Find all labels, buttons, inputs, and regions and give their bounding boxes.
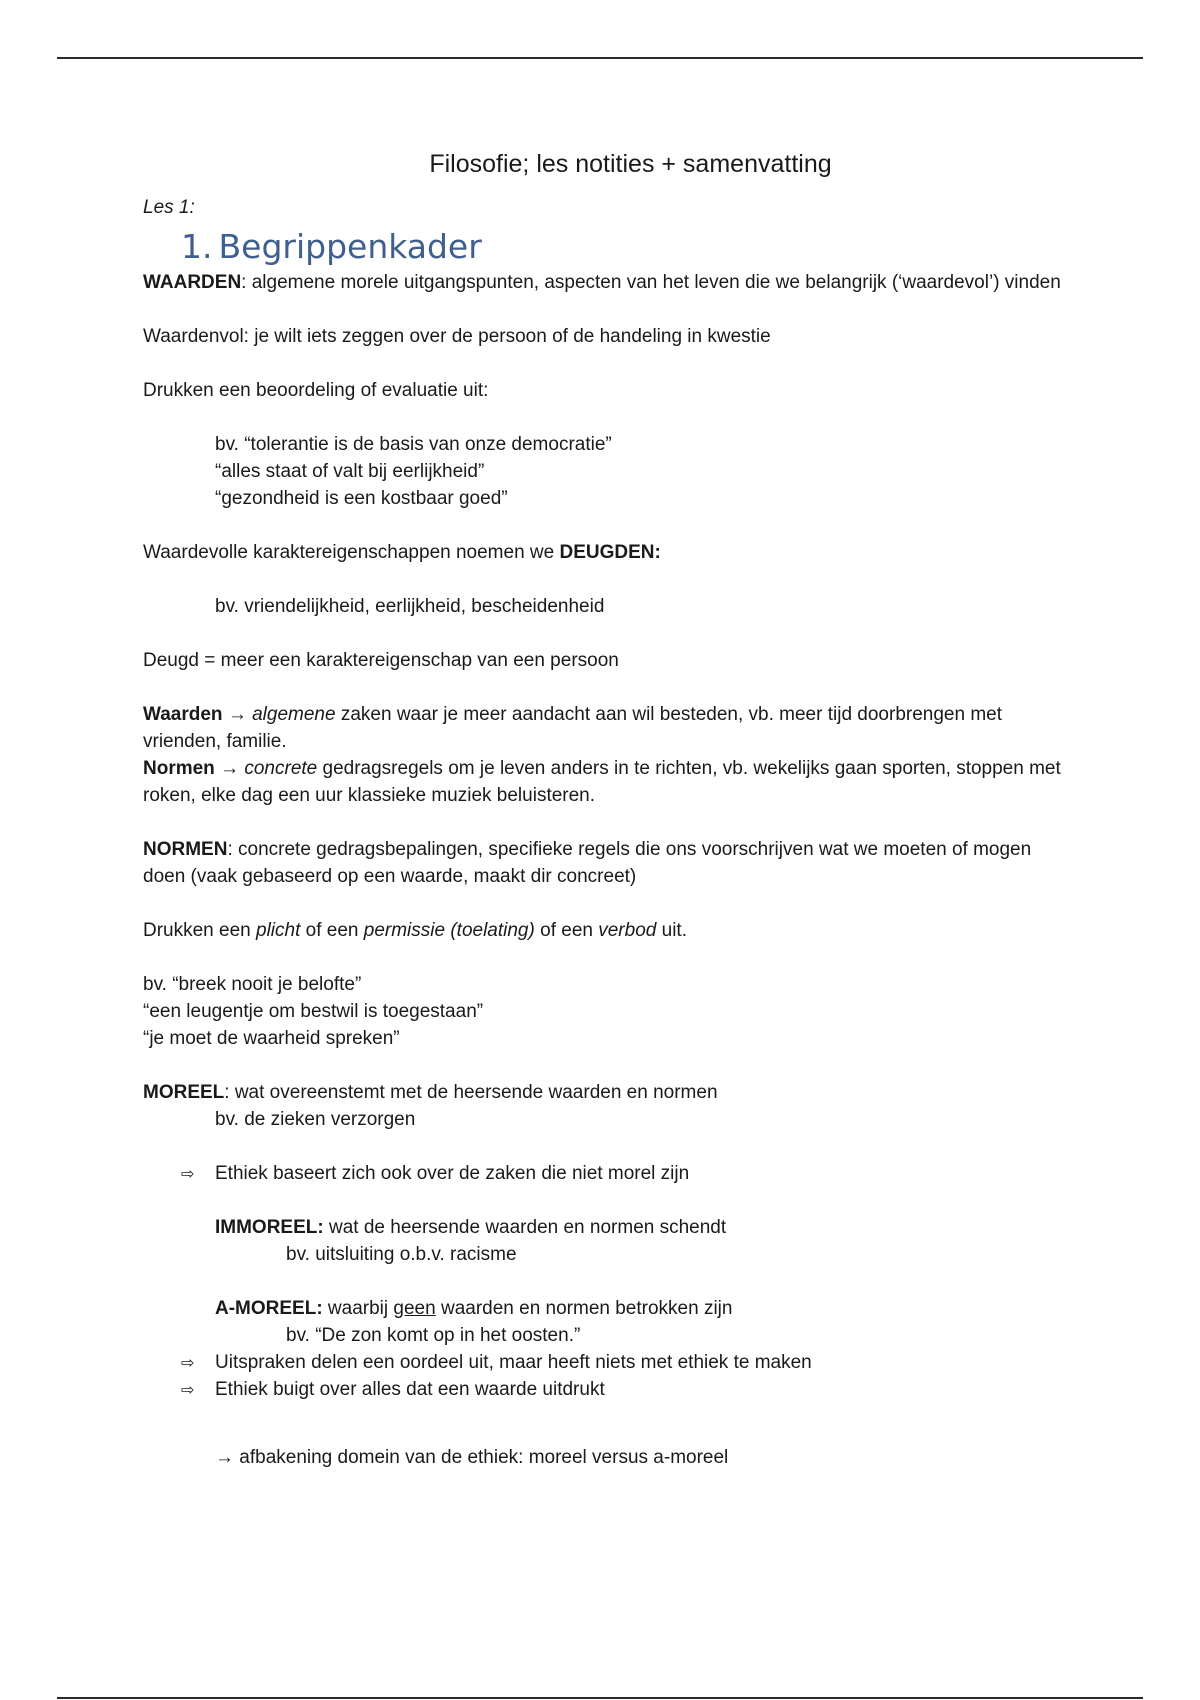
normen-definition: NORMEN: concrete gedragsbepalingen, specifieke regels die ons voorschrijven wat we moeten of mogen doen (vaak gebaseerd op een waarde, maakt dir concreet): [143, 839, 1032, 887]
deugden-example: bv. vriendelijkheid, eerlijkheid, bescheidenheid: [215, 596, 605, 617]
waarden-example-1: bv. “tolerantie is de basis van onze democratie”: [215, 434, 612, 455]
bullet-ethiek-baseert: ⇨ Ethiek baseert zich ook over de zaken die niet morel zijn: [143, 1160, 1063, 1187]
section-title: Begrippenkader: [218, 227, 482, 266]
bullet-ethiek-buigt: ⇨ Ethiek buigt over alles dat een waarde uitdrukt: [143, 1376, 1063, 1403]
section-number: 1.: [181, 227, 213, 266]
waarden-example-2: “alles staat of valt bij eerlijkheid”: [215, 461, 485, 482]
immoreel-example: bv. uitsluiting o.b.v. racisme: [286, 1244, 517, 1265]
bullet-uitspraken: ⇨ Uitspraken delen een oordeel uit, maar heeft niets met ethiek te maken: [143, 1349, 1063, 1376]
waardevol-text: Waardenvol: je wilt iets zeggen over de persoon of de handeling in kwestie: [143, 326, 771, 347]
immoreel-definition: IMMOREEL: wat de heersende waarden en normen schendt: [215, 1217, 727, 1238]
normen-example-1: bv. “breek nooit je belofte”: [143, 974, 362, 995]
right-arrow-icon: →: [215, 1447, 234, 1468]
document-page: [143, 140, 1063, 1471]
waarden-definition: WAARDEN: algemene morele uitgangspunten, aspecten van het leven die we belangrijk (‘waardevol’) vinden: [143, 272, 1061, 293]
section-heading: [181, 225, 1063, 269]
amoreel-definition: A-MOREEL: waarbij geen waarden en normen betrokken zijn: [215, 1298, 733, 1319]
arrow-bullet-icon: ⇨: [181, 1380, 195, 1399]
normen-example-2: “een leugentje om bestwil is toegestaan”: [143, 1001, 484, 1022]
footer-rule: [57, 1697, 1143, 1699]
lesson-label: Les 1:: [143, 197, 195, 218]
page-title: Filosofie; les notities + samenvatting: [429, 150, 832, 178]
waarden-example-3: “gezondheid is een kostbaar goed”: [215, 488, 508, 509]
moreel-example: bv. de zieken verzorgen: [215, 1109, 416, 1130]
deugd-definition: Deugd = meer een karaktereigenschap van een persoon: [143, 650, 619, 671]
normen-drukken: Drukken een plicht of een permissie (toelating) of een verbod uit.: [143, 920, 687, 941]
moreel-definition: MOREEL: wat overeenstemt met de heersende waarden en normen: [143, 1082, 718, 1103]
waarden-drukken: Drukken een beoordeling of evaluatie uit:: [143, 380, 489, 401]
arrow-bullet-icon: ⇨: [181, 1164, 195, 1183]
header-rule: [57, 57, 1143, 59]
normen-example-3: “je moet de waarheid spreken”: [143, 1028, 400, 1049]
conclusion-line: → afbakening domein van de ethiek: moreel versus a-moreel: [215, 1447, 729, 1468]
deugden-intro: Waardevolle karaktereigenschappen noemen we DEUGDEN:: [143, 542, 661, 563]
normen-compare: Normen → concrete gedragsregels om je leven anders in te richten, vb. wekelijks gaan sporten, stoppen met roken, elke dag een uur klassieke muziek beluisteren.: [143, 758, 1061, 806]
arrow-bullet-icon: ⇨: [181, 1353, 195, 1372]
waarden-compare: Waarden → algemene zaken waar je meer aandacht aan wil besteden, vb. meer tijd doorbrengen met vrienden, familie.: [143, 704, 1003, 752]
amoreel-example: bv. “De zon komt op in het oosten.”: [286, 1325, 581, 1346]
